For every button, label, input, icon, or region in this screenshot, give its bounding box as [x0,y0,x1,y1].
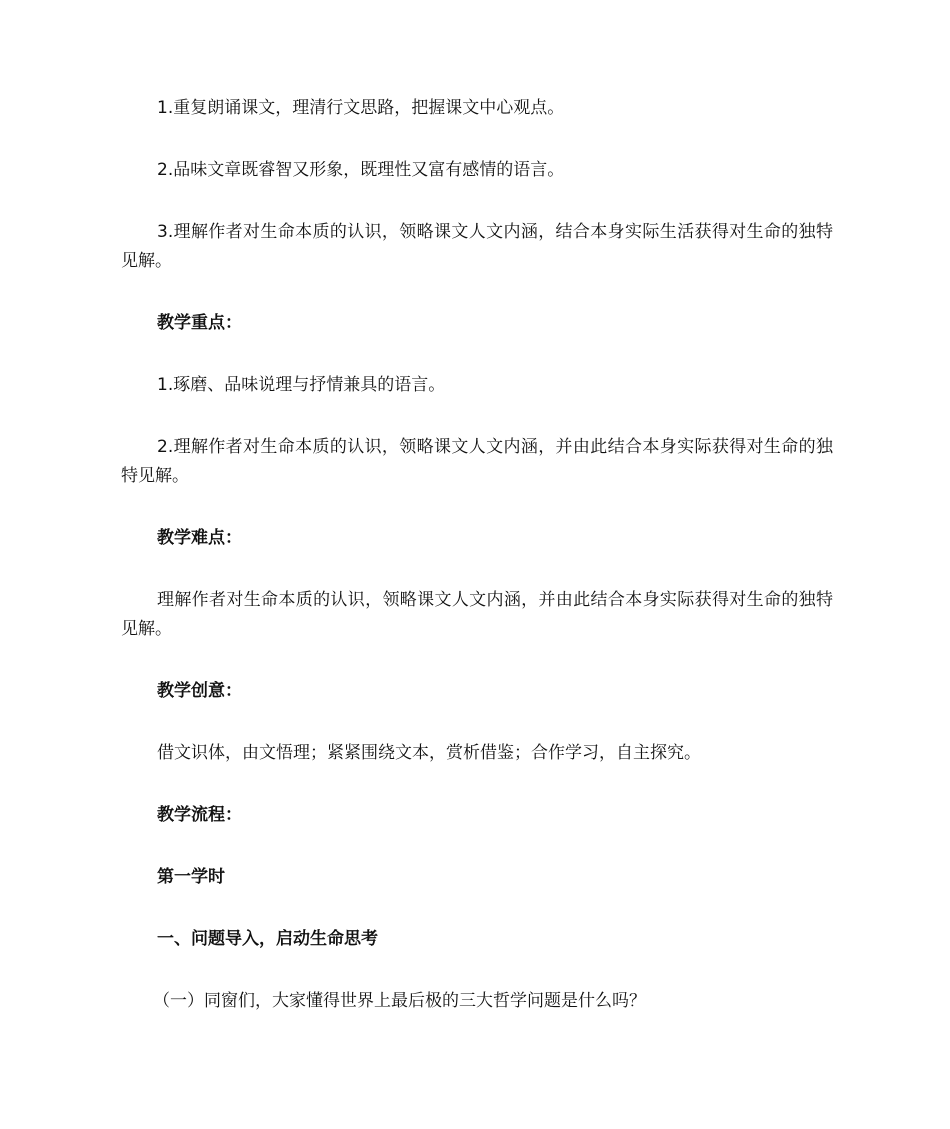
heading-key-points: 教学重点： [157,313,242,333]
objective-2: 2.品味文章既睿智又形象，既理性又富有感情的语言。 [157,160,565,180]
objective-1: 1.重复朗诵课文，理清行文思路，把握课文中心观点。 [157,98,565,118]
heading-teaching-process: 教学流程： [157,805,242,825]
key-point-1: 1.琢磨、品味说理与抒情兼具的语言。 [157,375,446,395]
heading-first-period: 第一学时 [157,867,225,887]
key-point-2: 2.理解作者对生命本质的认识，领略课文人文内涵，并由此结合本身实际获得对生命的独特见解。 [121,437,833,486]
heading-difficulties: 教学难点： [157,528,242,548]
question-1: （一）同窗们，大家懂得世界上最后极的三大哲学问题是什么吗？ [153,991,646,1011]
teaching-idea-text: 借文识体，由文悟理；紧紧围绕文本，赏析借鉴；合作学习，自主探究。 [157,743,701,763]
heading-section-1: 一、问题导入，启动生命思考 [157,929,378,949]
difficulty-text: 理解作者对生命本质的认识，领略课文人文内涵，并由此结合本身实际获得对生命的独特见解。 [121,590,833,639]
document-body [121,94,833,1049]
objective-3: 3.理解作者对生命本质的认识，领略课文人文内涵，结合本身实际生活获得对生命的独特见解。 [121,222,833,271]
heading-teaching-idea: 教学创意： [157,681,242,701]
